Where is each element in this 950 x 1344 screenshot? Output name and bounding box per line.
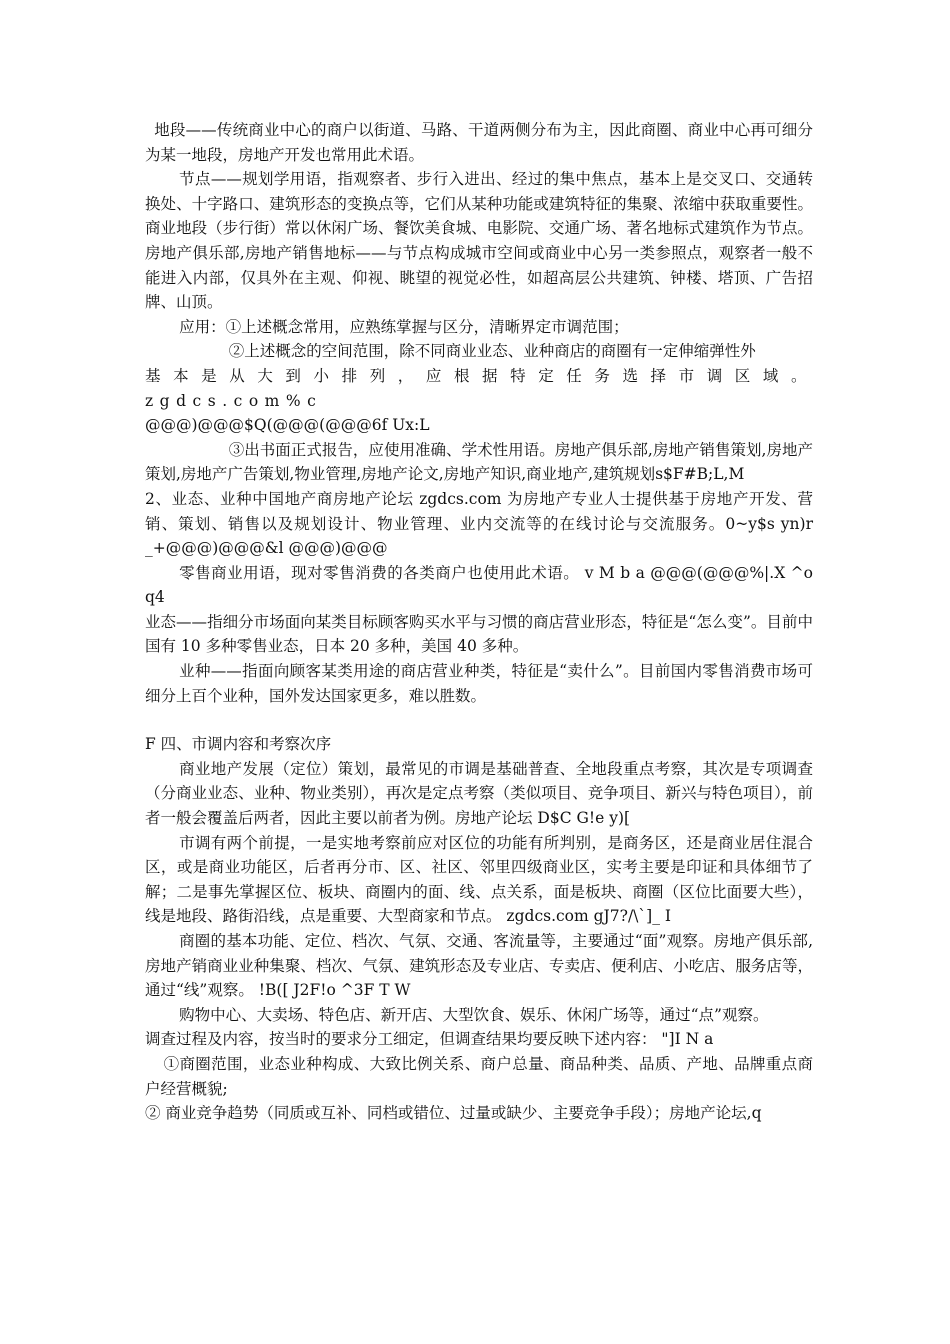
paragraph-yezhong: 业种——指面向顾客某类用途的商店营业种类，特征是“卖什么”。目前国内零售消费市场可细分上百个业种，国外发达国家更多，难以胜数。: [145, 662, 813, 705]
paragraph-item-3: ③出书面正式报告，应使用准确、学术性用语。房地产俱乐部,房地产销售策划,房地产策划,房地产广告策划,物业管理,房地产论文,房地产知识,商业地产,建筑规划s$F#B;L,M: [145, 440, 813, 484]
document-page: [145, 118, 813, 1126]
paragraph-yetai: 业态——指细分市场面向某类目标顾客购买水平与习惯的商店营业形态，特征是“怎么变”。目前中国有 10 多种零售业态，日本 20 多种，美国 40 多种。: [145, 612, 813, 656]
paragraph-item-circled-2: ② 商业竞争趋势（同质或互补、同档或错位、过量或缺少、主要竞争手段）；房地产论坛,q: [145, 1104, 762, 1123]
paragraph-diduan: 地段——传统商业中心的商户以街道、马路、干道两侧分布为主，因此商圈、商业中心再可细分为某一地段，房地产开发也常用此术语。: [145, 121, 813, 164]
paragraph-shangquan: 商圈的基本功能、定位、档次、气氛、交通、客流量等，主要通过“面”观察。房地产俱乐部,房地产销商业业种集聚、档次、气氛、建筑形态及专业店、专卖店、便利店、小吃店、服务店等，通过“线”观察。 !B([ J2F!o ^3F T W: [145, 932, 813, 1000]
paragraph-retail: 零售商业用语，现对零售消费的各类商户也使用此术语。 v M b a @@@(@@@%|.X ^o q4: [145, 563, 813, 607]
paragraph-premises: 市调有两个前提，一是实地考察前应对区位的功能有所判别，是商务区，还是商业居住混合区，或是商业功能区，后者再分市、区、社区、邻里四级商业区，实考主要是印证和具体细节了解；二是事先掌握区位、板块、商圈内的面、线、点关系，面是板块、商圈（区位比面要大些），线是地段、路街沿线，点是重要、大型商家和节点。 zgdcs.com gJ7?/\`]_ I: [145, 833, 813, 926]
paragraph-points: 购物中心、大卖场、特色店、新开店、大型饮食、娱乐、休闲广场等，通过“点”观察。: [179, 1005, 769, 1024]
paragraph-jiedian: 节点——规划学用语，指观察者、步行入进出、经过的集中焦点，基本上是交叉口、交通转换处、十字路口、建筑形态的变换点等，它们从某种功能或建筑特征的集聚、浓缩中获取重要性。商业地段（步行街）常以休闲广场、餐饮美食城、电影院、交通广场、著名地标式建筑作为节点。房地产俱乐部,房地产销售地标——与节点构成城市空间或商业中心另一类参照点，观察者一般不能进入内部，仅具外在主观、仰视、眺望的视觉必性，如超高层公共建筑、钟楼、塔顶、广告招牌、山顶。: [145, 170, 813, 312]
paragraph-item-2-line1: ②上述概念的空间范围，除不同商业业态、业种商店的商圈有一定伸缩弹性外: [228, 342, 756, 361]
paragraph-section-2: 2、业态、业种中国地产商房地产论坛 zgdcs.com 为房地产专业人士提供基于房地产开发、营销、策划、销售以及规划设计、物业管理、业内交流等的在线讨论与交流服务。0~y$s yn)r _+@@@)@@@&l @@@)@@@: [145, 489, 813, 558]
paragraph-item-2-line2: 基本是从大到小排列，应根据特定任务选择市调区域。 zgdcs.com%c: [145, 366, 813, 410]
paragraph-item-circled-1: ①商圈范围，业态业种构成、大致比例关系、商户总量、商品种类、品质、产地、品牌重点商户经营概貌;: [145, 1054, 813, 1098]
paragraph-item-2-line3: @@@)@@@$Q(@@@(@@@6f Ux:L: [145, 416, 430, 435]
blank-line: [145, 708, 813, 732]
paragraph-planning: 商业地产发展（定位）策划，最常见的市调是基础普查、全地段重点考察，其次是专项调查（分商业业态、业种、物业类别），再次是定点考察（类似项目、竞争项目、新兴与特色项目），前者一般会覆盖后两者，因此主要以前者为例。房地产论坛 D$C G!e y)[: [145, 759, 813, 828]
paragraph-process: 调查过程及内容，按当时的要求分工细定，但调查结果均要反映下述内容： "]I N a: [145, 1030, 714, 1049]
section-heading-4: F 四、市调内容和考察次序: [145, 735, 332, 754]
paragraph-yingyong: 应用：①上述概念常用，应熟练掌握与区分，清晰界定市调范围；: [179, 317, 629, 336]
